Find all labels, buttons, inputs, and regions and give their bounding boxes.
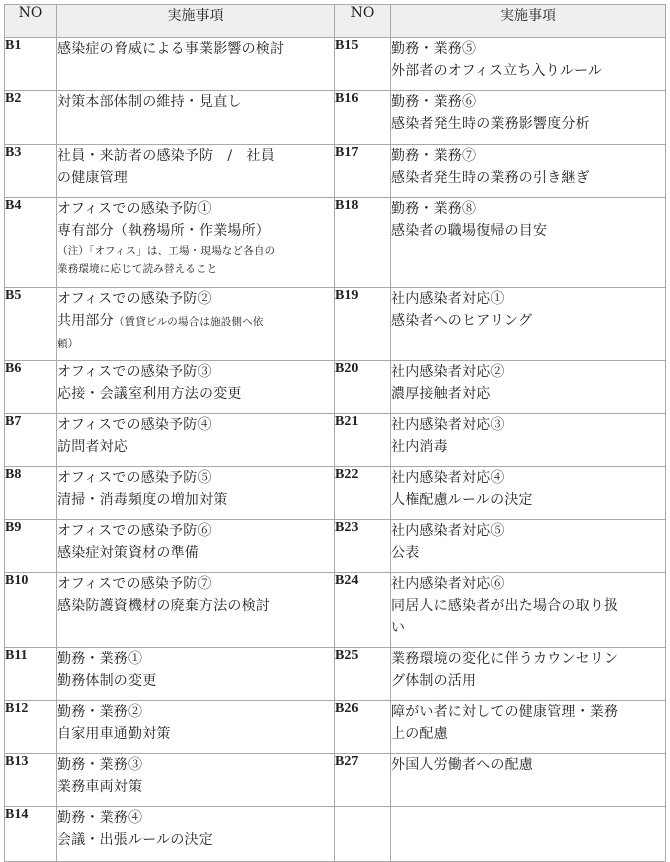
item-no: B11 xyxy=(5,648,57,701)
item-line: 対策本部体制の維持・見直し xyxy=(57,94,242,110)
item-line: 業務環境の変化に伴うカウンセリン xyxy=(391,651,619,667)
item-line: 社内感染者対応② xyxy=(391,364,505,380)
item-no: B12 xyxy=(5,701,57,754)
item-line: オフィスでの感染予防④ xyxy=(57,417,212,433)
item-text xyxy=(391,145,666,198)
item-line: 社内感染者対応③ xyxy=(391,417,505,433)
item-text xyxy=(57,754,335,807)
item-text xyxy=(57,807,335,862)
item-line: 濃厚接触者対応 xyxy=(391,386,491,402)
item-no: B19 xyxy=(335,288,391,361)
table-row xyxy=(5,288,666,361)
item-no: B4 xyxy=(5,198,57,288)
item-no: B5 xyxy=(5,288,57,361)
item-text xyxy=(57,288,335,361)
header-no-right: NO xyxy=(335,5,391,38)
item-note: （注）「オフィス」は、工場・現場など各自の xyxy=(57,245,276,257)
item-text xyxy=(57,701,335,754)
item-line: 人権配慮ルールの決定 xyxy=(391,492,533,508)
item-no: B26 xyxy=(335,701,391,754)
empty-no-cell xyxy=(335,807,391,862)
item-no: B27 xyxy=(335,754,391,807)
item-line: 会議・出張ルールの決定 xyxy=(57,832,213,848)
empty-item-cell xyxy=(391,807,666,862)
table-row xyxy=(5,467,666,520)
item-text xyxy=(57,38,335,91)
item-text xyxy=(391,754,666,807)
item-line: 社内消毒 xyxy=(391,439,448,455)
table-row xyxy=(5,807,666,862)
item-text xyxy=(57,648,335,701)
item-line: 勤務体制の変更 xyxy=(57,673,157,689)
item-line: 勤務・業務⑤ xyxy=(391,41,477,57)
item-line: 社内感染者対応⑤ xyxy=(391,523,505,539)
table-row xyxy=(5,648,666,701)
item-text xyxy=(391,648,666,701)
item-no: B10 xyxy=(5,573,57,648)
item-text xyxy=(57,520,335,573)
item-no: B7 xyxy=(5,414,57,467)
item-line: オフィスでの感染予防① xyxy=(57,201,212,217)
item-text xyxy=(391,414,666,467)
item-line: の健康管理 xyxy=(57,170,128,186)
item-line: 勤務・業務⑥ xyxy=(391,94,477,110)
item-line: 勤務・業務④ xyxy=(57,810,143,826)
item-line: 応接・会議室利用方法の変更 xyxy=(57,386,242,402)
item-line: 感染症の脅威による事業影響の検討 xyxy=(57,41,285,57)
item-line: 外部者のオフィス立ち入りルール xyxy=(391,63,603,79)
table-row xyxy=(5,414,666,467)
item-no: B6 xyxy=(5,361,57,414)
item-small-text: 頼） xyxy=(57,338,79,350)
measures-table xyxy=(4,4,666,862)
table-row xyxy=(5,701,666,754)
item-no: B2 xyxy=(5,91,57,145)
item-line: 清掃・消毒頻度の増加対策 xyxy=(57,492,228,508)
item-line: 社内感染者対応① xyxy=(391,291,505,307)
table-row xyxy=(5,91,666,145)
item-text xyxy=(391,198,666,288)
item-no: B24 xyxy=(335,573,391,648)
item-line: 社内感染者対応⑥ xyxy=(391,576,505,592)
item-line: 感染者の職場復帰の目安 xyxy=(391,223,548,239)
item-no: B15 xyxy=(335,38,391,91)
item-line: 勤務・業務⑧ xyxy=(391,201,477,217)
table-row xyxy=(5,198,666,288)
item-line: 公表 xyxy=(391,545,420,561)
item-no: B23 xyxy=(335,520,391,573)
table-row xyxy=(5,38,666,91)
item-text xyxy=(391,520,666,573)
header-item-right: 実施事項 xyxy=(391,5,666,38)
item-line: 社員・来訪者の感染予防 / 社員 xyxy=(57,148,275,164)
item-line: 感染症対策資材の準備 xyxy=(57,545,199,561)
header-row xyxy=(5,5,666,38)
item-line: 感染者へのヒアリング xyxy=(391,313,533,329)
item-text xyxy=(57,573,335,648)
item-no: B20 xyxy=(335,361,391,414)
item-small-text: （賃貸ビルの場合は施設側へ依 xyxy=(113,316,264,328)
item-no: B1 xyxy=(5,38,57,91)
item-line: 同居人に感染者が出た場合の取り扱 xyxy=(391,598,619,614)
item-line: オフィスでの感染予防③ xyxy=(57,364,212,380)
header-item-left: 実施事項 xyxy=(57,5,335,38)
item-line-mixed xyxy=(57,310,334,333)
item-no: B21 xyxy=(335,414,391,467)
item-line: オフィスでの感染予防⑦ xyxy=(57,576,212,592)
table-row xyxy=(5,361,666,414)
item-line: 社内感染者対応④ xyxy=(391,470,505,486)
item-line: 勤務・業務③ xyxy=(57,757,143,773)
item-line: 勤務・業務① xyxy=(57,651,143,667)
item-text xyxy=(391,91,666,145)
item-text xyxy=(57,91,335,145)
table-row xyxy=(5,573,666,648)
item-line: 外国人労働者への配慮 xyxy=(391,757,533,773)
item-text xyxy=(391,573,666,648)
item-no: B17 xyxy=(335,145,391,198)
item-line: 上の配慮 xyxy=(391,726,448,742)
item-line: 勤務・業務② xyxy=(57,704,143,720)
item-note: 業務環境に応じて読み替えること xyxy=(57,263,218,275)
item-line: い xyxy=(391,620,406,636)
item-text xyxy=(391,701,666,754)
item-no: B16 xyxy=(335,91,391,145)
header-no-left: NO xyxy=(5,5,57,38)
item-line: グ体制の活用 xyxy=(391,673,477,689)
item-line: オフィスでの感染予防② xyxy=(57,291,212,307)
item-no: B22 xyxy=(335,467,391,520)
item-no: B8 xyxy=(5,467,57,520)
item-line: 障がい者に対しての健康管理・業務 xyxy=(391,704,619,720)
item-line: 専有部分（執務場所・作業場所） xyxy=(57,223,270,239)
item-line: 感染者発生時の業務影響度分析 xyxy=(391,116,590,132)
item-text xyxy=(391,361,666,414)
item-no: B13 xyxy=(5,754,57,807)
item-line: オフィスでの感染予防⑤ xyxy=(57,470,212,486)
table-row xyxy=(5,754,666,807)
item-text xyxy=(391,38,666,91)
item-line: 業務車両対策 xyxy=(57,779,143,795)
item-text xyxy=(57,361,335,414)
item-no: B9 xyxy=(5,520,57,573)
item-main-text: 共用部分 xyxy=(57,313,114,329)
item-text xyxy=(57,467,335,520)
item-line: 勤務・業務⑦ xyxy=(391,148,477,164)
item-no: B18 xyxy=(335,198,391,288)
item-line: 自家用車通勤対策 xyxy=(57,726,171,742)
table-row xyxy=(5,520,666,573)
item-text xyxy=(57,198,335,288)
item-no: B25 xyxy=(335,648,391,701)
item-no: B3 xyxy=(5,145,57,198)
item-no: B14 xyxy=(5,807,57,862)
item-text xyxy=(57,414,335,467)
item-text xyxy=(391,467,666,520)
table-row xyxy=(5,145,666,198)
item-line: 感染者発生時の業務の引き継ぎ xyxy=(391,170,590,186)
item-line: 感染防護資機材の廃棄方法の検討 xyxy=(57,598,270,614)
item-text xyxy=(57,145,335,198)
item-text xyxy=(391,288,666,361)
item-line: オフィスでの感染予防⑥ xyxy=(57,523,212,539)
item-line: 訪問者対応 xyxy=(57,439,128,455)
